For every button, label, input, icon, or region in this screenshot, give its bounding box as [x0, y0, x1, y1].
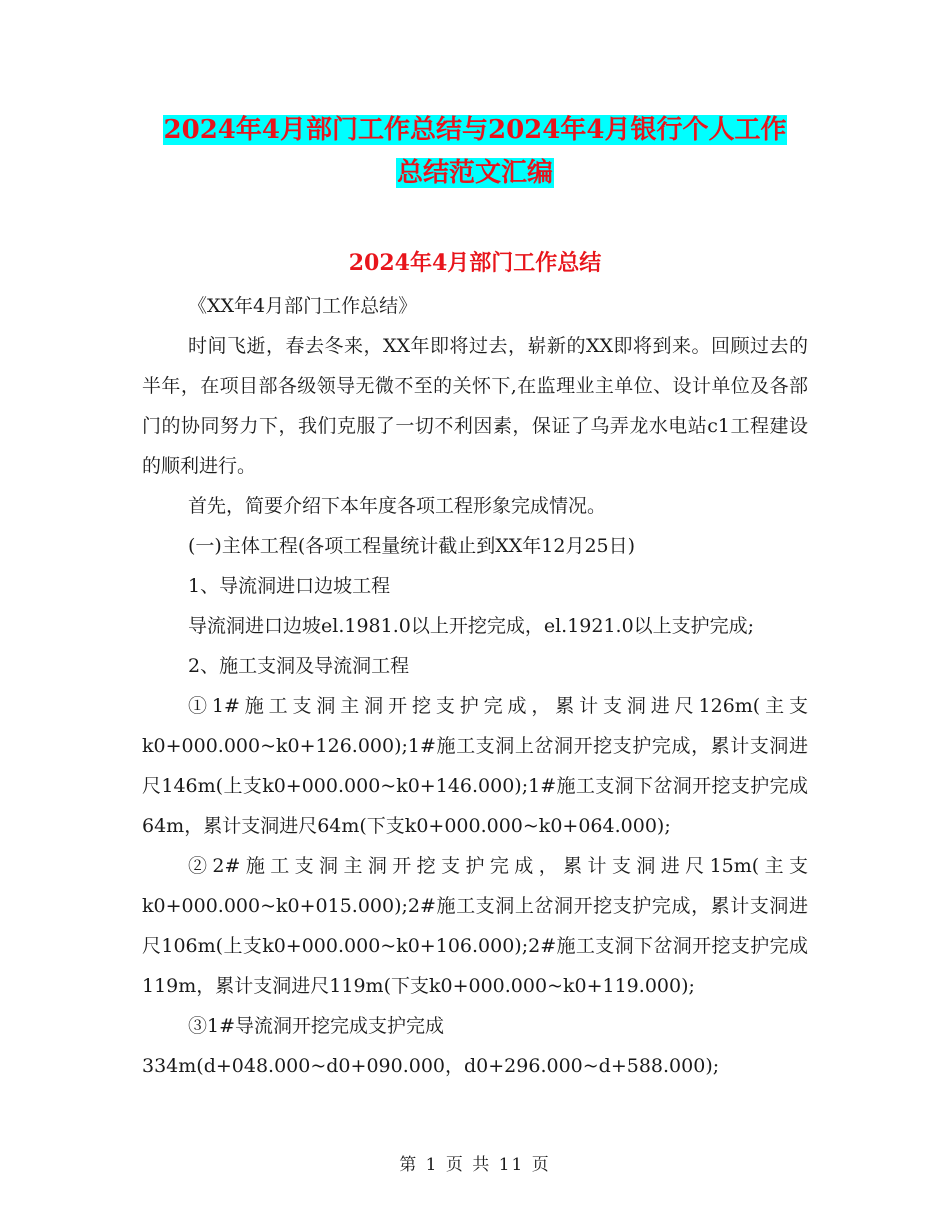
document-title-line-1-text: 2024年4月部门工作总结与2024年4月银行个人工作 [163, 115, 787, 145]
paragraph-diversion-tunnel-range: 334m(d+048.000~d0+090.000，d0+296.000~d+588.000); [142, 1055, 720, 1077]
paragraph-item-2-heading: 2、施工支洞及导流洞工程 [188, 655, 410, 677]
paragraph-diversion-tunnel: ③1#导流洞开挖完成支护完成 [188, 1015, 445, 1037]
section-heading: 2024年4月部门工作总结 [348, 250, 602, 276]
paragraph-item-1-detail: 导流洞进口边坡el.1981.0以上开挖完成，el.1921.0以上支护完成; [188, 615, 755, 637]
paragraph-intro: 时间飞逝，春去冬来，XX年即将过去，崭新的XX即将到来。回顾过去的半年，在项目部各级领导无微不至的关怀下,在监理业主单位、设计单位及各部门的协同努力下，我们克服了一切不利因素，保证了乌弄龙水电站c1工程建设的顺利进行。 [142, 335, 808, 477]
paragraph-overview: 首先，简要介绍下本年度各项工程形象完成情况。 [188, 495, 607, 517]
page-footer: 第 1 页 共 11 页 [399, 1155, 551, 1175]
paragraph-item-1-heading: 1、导流洞进口边坡工程 [188, 575, 391, 597]
document-title-line-2 [0, 153, 950, 194]
document-title-line-1 [0, 110, 950, 151]
paragraph-tunnel-1: ①1#施工支洞主洞开挖支护完成，累计支洞进尺126m(主支k0+000.000~k0+126.000);1#施工支洞上岔洞开挖支护完成，累计支洞进尺146m(上支k0+000.000~k0+146.000);1#施工支洞下岔洞开挖支护完成64m，累计支洞进尺64m(下支k0+000.000~k0+064.000); [142, 695, 808, 837]
document-title-line-2-text: 总结范文汇编 [396, 158, 553, 188]
paragraph-main-project-heading: (一)主体工程(各项工程量统计截止到XX年12月25日) [188, 535, 636, 557]
paragraph-doc-reference: 《XX年4月部门工作总结》 [188, 295, 418, 317]
document-body [142, 286, 808, 1086]
paragraph-tunnel-2: ②2#施工支洞主洞开挖支护完成，累计支洞进尺15m(主支k0+000.000~k0+015.000);2#施工支洞上岔洞开挖支护完成，累计支洞进尺106m(上支k0+000.000~k0+106.000);2#施工支洞下岔洞开挖支护完成119m，累计支洞进尺119m(下支k0+000.000~k0+119.000); [142, 855, 808, 997]
